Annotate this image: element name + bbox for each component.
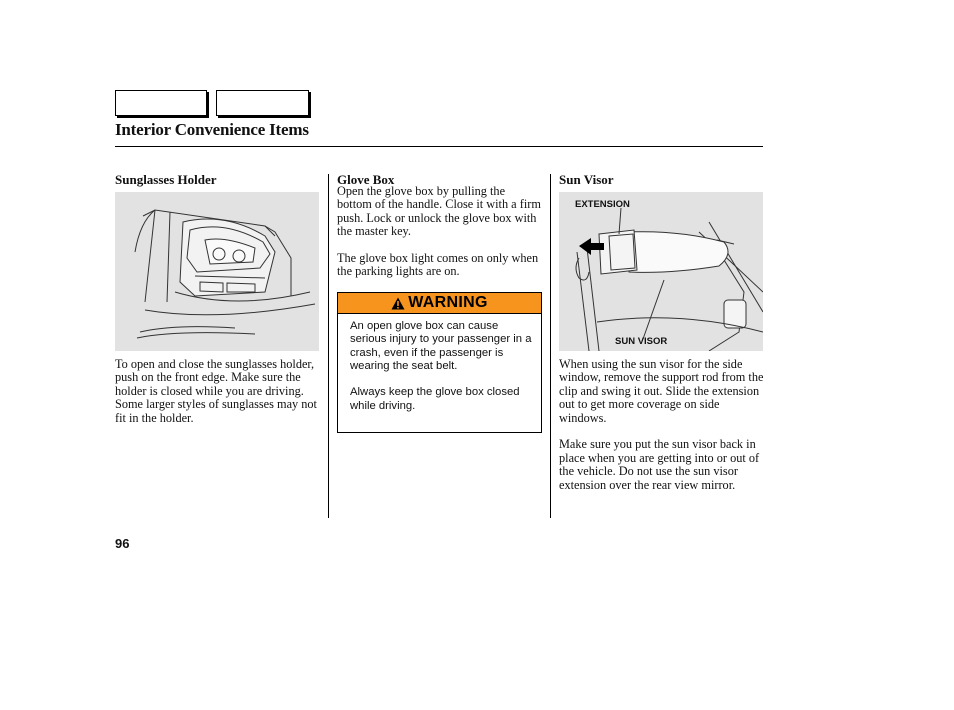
warning-header bbox=[338, 293, 541, 314]
glovebox-body bbox=[337, 185, 542, 292]
body-paragraph: When using the sun visor for the side window, remove the support rod from the clip and swing it out. Slide the extension out to get more coverage on side windows. bbox=[559, 357, 764, 425]
body-paragraph: Open the glove box by pulling the bottom of the handle. Close it with a firm push. Lock or unlock the glove box with the master key. bbox=[337, 184, 541, 239]
warning-box bbox=[337, 292, 542, 433]
glovebox-heading: Glove Box bbox=[337, 172, 395, 187]
warning-text bbox=[338, 314, 541, 413]
column-divider bbox=[550, 174, 551, 518]
extension-label: EXTENSION bbox=[575, 199, 630, 210]
body-paragraph: The glove box light comes on only when the parking lights are on. bbox=[337, 251, 539, 279]
sunglasses-holder-illustration bbox=[115, 192, 319, 351]
warning-paragraph: Always keep the glove box closed while driving. bbox=[350, 386, 520, 412]
warning-paragraph: An open glove box can cause serious injury to your passenger in a crash, even if the passenger is wearing the seat belt. bbox=[350, 320, 532, 372]
body-paragraph: Make sure you put the sun visor back in place when you are getting into or out of the vehicle. Do not use the sun visor extension over the rear view mirror. bbox=[559, 437, 760, 492]
warning-triangle-icon bbox=[391, 297, 405, 310]
body-paragraph: To open and close the sunglasses holder, push on the front edge. Make sure the holder is closed while you are driving. Some larger styles of sunglasses may not fit in the holder. bbox=[115, 357, 317, 425]
nav-tab-box[interactable] bbox=[115, 90, 207, 116]
page-number: 96 bbox=[115, 536, 130, 551]
nav-tab-box[interactable] bbox=[216, 90, 309, 116]
page-title: Interior Convenience Items bbox=[115, 120, 309, 139]
sunvisor-heading: Sun Visor bbox=[559, 172, 614, 187]
column-divider bbox=[328, 174, 329, 518]
sunglasses-body bbox=[115, 358, 320, 438]
sun-visor-illustration bbox=[559, 192, 763, 351]
warning-label: WARNING bbox=[408, 294, 488, 311]
sun-visor-label: SUN VISOR bbox=[615, 336, 668, 347]
sunglasses-heading: Sunglasses Holder bbox=[115, 172, 217, 187]
sunvisor-body bbox=[559, 358, 764, 505]
title-rule bbox=[115, 146, 763, 147]
